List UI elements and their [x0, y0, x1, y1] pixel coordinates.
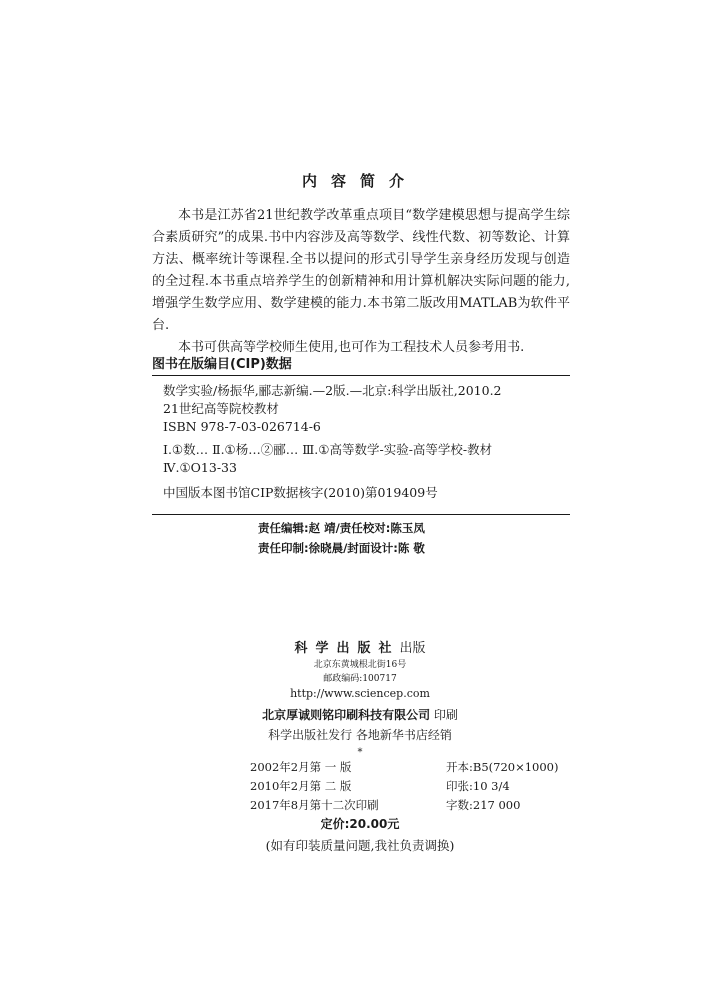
edition-row [250, 758, 558, 777]
divider [152, 375, 570, 376]
cip-line: 21世纪高等院校教材 [163, 401, 279, 416]
summary-paragraph: 本书可供高等学校师生使用,也可作为工程技术人员参考用书. [178, 340, 525, 355]
cip-line: 中国版本图书馆CIP数据核字(2010)第019409号 [163, 485, 438, 500]
edition-date: 2002年2月第 一 版 [250, 760, 352, 774]
printer-suffix: 印刷 [433, 708, 458, 722]
publisher-name: 科学出版社 [294, 641, 400, 656]
publisher-postcode: 邮政编码:100717 [323, 674, 397, 684]
edition-table [250, 758, 558, 815]
edition-row [250, 796, 558, 815]
cip-classification [163, 441, 563, 477]
quality-notice: (如有印装质量问题,我社负责调换) [265, 838, 455, 853]
edition-spec: 字数:217 000 [446, 798, 521, 812]
distribution-line: 科学出版社发行 各地新华书店经销 [268, 728, 452, 742]
publisher-suffix: 出版 [399, 641, 426, 656]
edition-spec: 印张:10 3/4 [446, 779, 510, 793]
publisher-address: 北京东黄城根北街16号 [313, 660, 407, 670]
edition-row [250, 777, 558, 796]
summary-title: 内容简介 [301, 172, 418, 190]
publisher-line [160, 640, 560, 658]
summary-paragraph: 本书是江苏省21世纪教学改革重点项目“数学建模思想与提高学生综合素质研究”的成果.书中内容涉及高等数学、线性代数、初等数论、计算方法、概率统计等课程.全书以提问的形式引导学生亲身经历发现与创造的全过程.本书重点培养学生的创新精神和用计算机解决实际问题的能力,增强学生数学应用、数学建模的能力.本书第二版改用MATLAB为软件平台. [152, 208, 570, 333]
cip-line: 数学实验/杨振华,郦志新编.—2版.—北京:科学出版社,2010.2 [163, 383, 502, 398]
edition-date: 2010年2月第 二 版 [250, 779, 352, 793]
printer-line [160, 704, 560, 726]
cip-line: Ⅰ.①数… Ⅱ.①杨…②郦… Ⅲ.①高等数学-实验-高等学校-教材 [163, 442, 493, 457]
publisher-url: http://www.sciencep.com [290, 687, 430, 700]
credit-line: 责任编辑:赵 靖/责任校对:陈玉凤 [258, 521, 425, 535]
divider [152, 514, 570, 515]
cip-record [163, 382, 563, 436]
credits [258, 518, 578, 558]
printer-name: 北京厚诚则铭印刷科技有限公司 [262, 708, 431, 722]
separator-star: * [357, 747, 363, 758]
price: 定价:20.00元 [320, 817, 400, 831]
edition-spec: 开本:B5(720×1000) [446, 760, 559, 774]
edition-date: 2017年8月第十二次印刷 [250, 798, 379, 812]
cip-line: ISBN 978-7-03-026714-6 [163, 419, 321, 434]
publication-info [160, 640, 560, 762]
cip-line: Ⅳ.①O13-33 [163, 460, 237, 475]
cip-verification [163, 484, 563, 502]
credit-line: 责任印制:徐晓晨/封面设计:陈 敬 [258, 541, 425, 555]
cip-heading: 图书在版编目(CIP)数据 [152, 357, 292, 372]
summary-text [152, 205, 570, 359]
